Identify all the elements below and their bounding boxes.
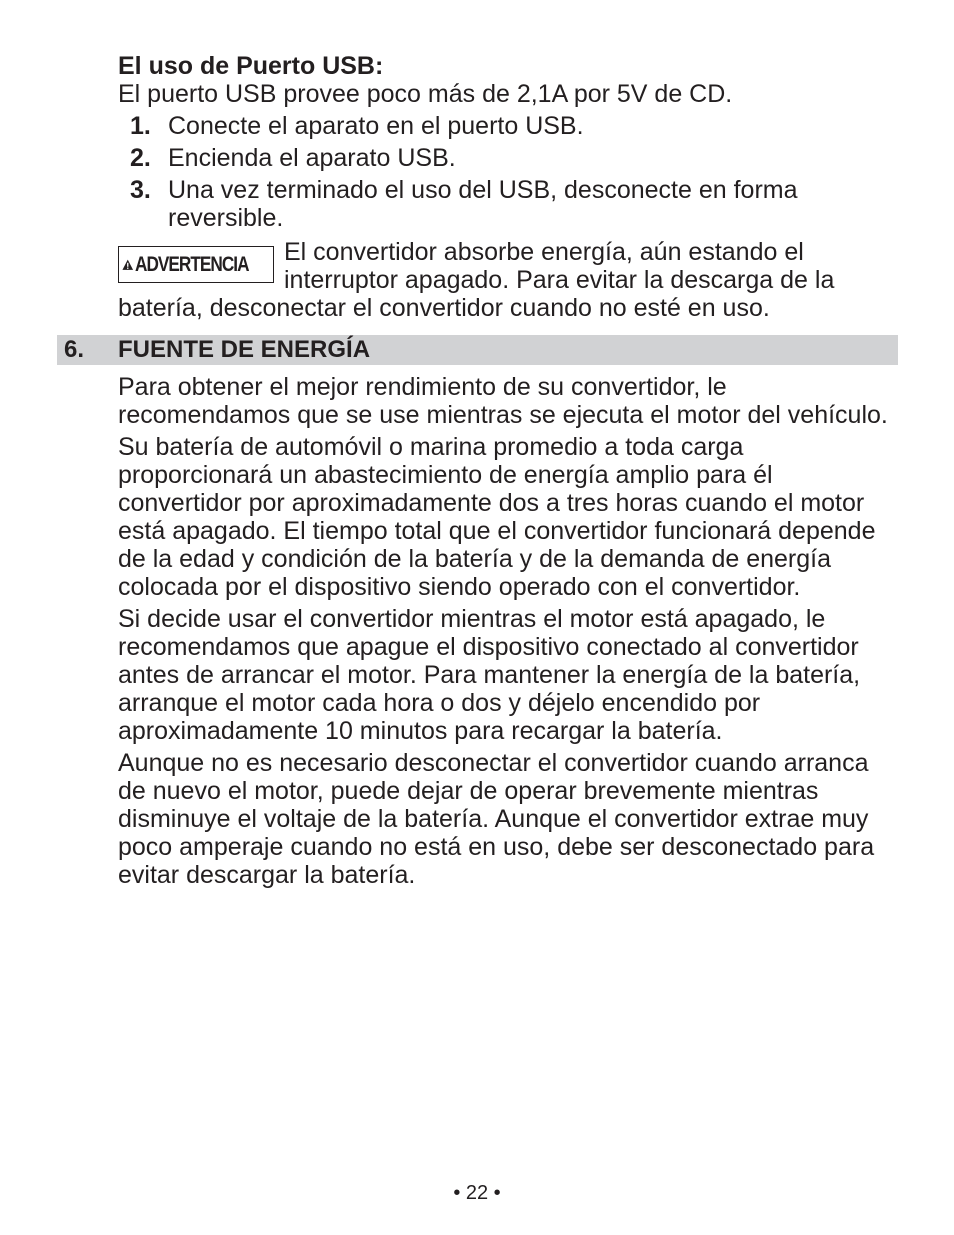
section-body <box>118 373 898 893</box>
step-number: 1. <box>130 112 151 140</box>
paragraph: Aunque no es necesario desconectar el convertidor cuando arranca de nuevo el motor, puede dejar de operar brevemente mientras disminuye el voltaje de la batería. Aunque el convertidor extrae muy poco amperaje cuando no está en uso, debe ser desconectado para evitar descargar la batería. <box>118 749 875 889</box>
paragraph: Si decide usar el convertidor mientras el motor está apagado, le recomendamos que apague el dispositivo conectado al convertidor antes de arrancar el motor. Para mantener la energía de la batería, arranque el motor cada hora o dos y déjelo encendido por aproximadamente 10 minutos para recargar la batería. <box>118 605 861 745</box>
warning-text: El convertidor absorbe energía, aún estando el interruptor apagado. Para evitar la descarga de la batería, desconectar el convertidor cuando no esté en uso. <box>118 238 835 322</box>
usb-steps-list <box>130 112 890 236</box>
step-text: Conecte el aparato en el puerto USB. <box>168 112 584 140</box>
warning-triangle-icon <box>122 252 134 278</box>
list-item <box>130 176 890 232</box>
step-text: Una vez terminado el uso del USB, desconecte en forma reversible. <box>168 176 798 232</box>
list-item <box>130 144 890 172</box>
step-text: Encienda el aparato USB. <box>168 144 456 172</box>
paragraph: Para obtener el mejor rendimiento de su convertidor, le recomendamos que se use mientras se ejecuta el motor del vehículo. <box>118 373 888 429</box>
warning-badge-label: ADVERTENCIA <box>134 252 249 276</box>
step-number: 2. <box>130 144 151 172</box>
list-item <box>130 112 890 140</box>
section-number: 6. <box>64 336 85 363</box>
usb-intro: El puerto USB provee poco más de 2,1A por 5V de CD. <box>118 80 733 108</box>
step-number: 3. <box>130 176 151 204</box>
warning-badge <box>118 246 274 283</box>
section-title: FUENTE DE ENERGÍA <box>118 336 371 363</box>
usb-section <box>118 52 898 108</box>
paragraph: Su batería de automóvil o marina promedio a toda carga proporcionará un abastecimiento de energía amplio para él convertidor por aproximadamente dos a tres horas cuando el motor está apagado. El tiempo total que el convertidor funcionará depende de la edad y condición de la batería y de la demanda de energía colocada por el dispositivo siendo operado con el convertidor. <box>118 433 876 601</box>
page-number: • 22 • <box>453 1182 501 1204</box>
warning-note <box>118 238 898 322</box>
usb-section-title: El uso de Puerto USB: <box>118 52 384 80</box>
